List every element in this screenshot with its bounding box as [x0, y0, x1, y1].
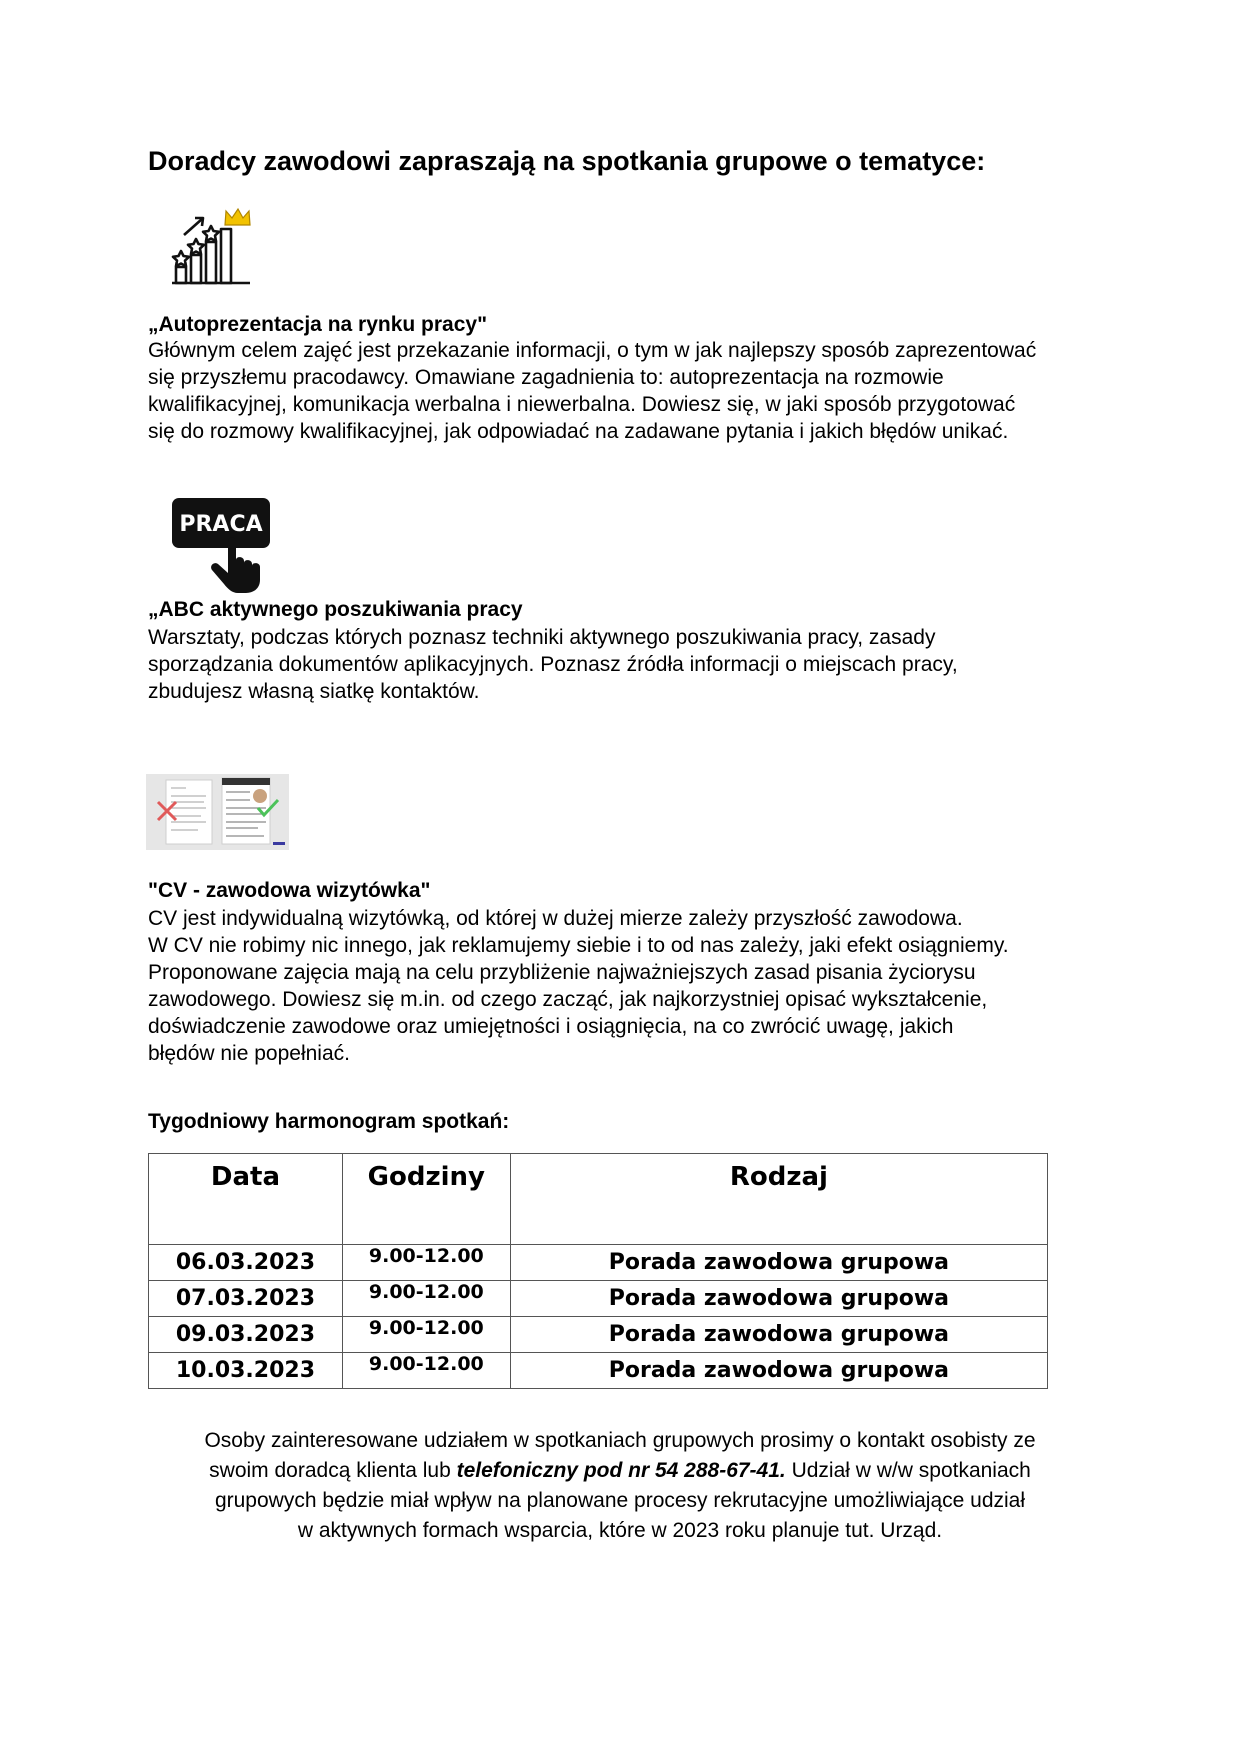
schedule-table	[148, 1153, 1048, 1389]
footer-line	[120, 1456, 1120, 1486]
table-row	[149, 1317, 1048, 1353]
cell-type: Porada zawodowa grupowa	[510, 1317, 1047, 1353]
body-line: doświadczenie zawodowe oraz umiejętności i osiągnięcia, na co zwrócić uwagę, jakich	[148, 1015, 954, 1038]
body-line: zbudujesz własną siatkę kontaktów.	[148, 680, 480, 703]
section-body-autoprezentacja	[148, 337, 1036, 445]
body-line: się przyszłemu pracodawcy. Omawiane zagadnienia to: autoprezentacja na rozmowie	[148, 366, 944, 389]
section-title-autoprezentacja: „Autoprezentacja na rynku pracy"	[148, 313, 488, 336]
cell-date: 07.03.2023	[149, 1281, 343, 1317]
column-header-date: Data	[149, 1154, 343, 1245]
cell-type: Porada zawodowa grupowa	[510, 1245, 1047, 1281]
column-header-hours: Godziny	[342, 1154, 510, 1245]
table-row	[149, 1353, 1048, 1389]
table-header-row	[149, 1154, 1048, 1245]
section-title-abc: „ABC aktywnego poszukiwania pracy	[148, 598, 523, 621]
contact-footer	[120, 1426, 1120, 1546]
body-line: Warsztaty, podczas których poznasz techniki aktywnego poszukiwania pracy, zasady	[148, 626, 936, 649]
footer-text: swoim doradcą klienta lub	[209, 1459, 457, 1482]
cell-date: 10.03.2023	[149, 1353, 343, 1389]
body-line: kwalifikacyjnej, komunikacja werbalna i niewerbalna. Dowiesz się, w jaki sposób przygotować	[148, 393, 1016, 416]
svg-text:PRACA: PRACA	[179, 512, 263, 537]
body-line: się do rozmowy kwalifikacyjnej, jak odpowiadać na zadawane pytania i jakich błędów unikać.	[148, 420, 1009, 443]
body-line: zawodowego. Dowiesz się m.in. od czego zacząć, jak najkorzystniej opisać wykształcenie,	[148, 988, 988, 1011]
body-line: Proponowane zajęcia mają na celu przybliżenie najważniejszych zasad pisania życiorysu	[148, 961, 976, 984]
section-body-cv	[148, 905, 1009, 1067]
praca-button-hand-icon	[172, 498, 272, 594]
body-line: błędów nie popełniać.	[148, 1042, 350, 1065]
footer-line: w aktywnych formach wsparcia, które w 2023 roku planuje tut. Urząd.	[297, 1519, 943, 1542]
cell-date: 09.03.2023	[149, 1317, 343, 1353]
cv-comparison-image	[146, 774, 289, 850]
footer-line: grupowych będzie miał wpływ na planowane procesy rekrutacyjne umożliwiające udział	[214, 1489, 1026, 1512]
footer-text: Udział w w/w spotkaniach	[785, 1459, 1031, 1482]
cell-hours: 9.00-12.00	[342, 1353, 510, 1389]
table-row	[149, 1245, 1048, 1281]
section-body-abc	[148, 624, 958, 705]
cell-hours: 9.00-12.00	[342, 1245, 510, 1281]
cell-type: Porada zawodowa grupowa	[510, 1353, 1047, 1389]
cell-date: 06.03.2023	[149, 1245, 343, 1281]
cell-hours: 9.00-12.00	[342, 1317, 510, 1353]
table-row	[149, 1281, 1048, 1317]
body-line: Głównym celem zajęć jest przekazanie informacji, o tym w jak najlepszy sposób zaprezentować	[148, 339, 1037, 362]
column-header-type: Rodzaj	[510, 1154, 1047, 1245]
growth-stars-chart-icon	[170, 205, 252, 287]
phone-number-text: telefoniczny pod nr 54 288-67-41.	[456, 1459, 786, 1482]
body-line: CV jest indywidualną wizytówką, od której w dużej mierze zależy przyszłość zawodowa.	[148, 907, 963, 930]
cell-type: Porada zawodowa grupowa	[510, 1281, 1047, 1317]
footer-line: Osoby zainteresowane udziałem w spotkaniach grupowych prosimy o kontakt osobisty ze	[204, 1429, 1036, 1452]
cell-hours: 9.00-12.00	[342, 1281, 510, 1317]
body-line: W CV nie robimy nic innego, jak reklamujemy siebie i to od nas zależy, jaki efekt osiągniemy.	[148, 934, 1009, 957]
page-heading: Doradcy zawodowi zapraszają na spotkania grupowe o tematyce:	[148, 146, 986, 176]
body-line: sporządzania dokumentów aplikacyjnych. Poznasz źródła informacji o miejscach pracy,	[148, 653, 958, 676]
schedule-title: Tygodniowy harmonogram spotkań:	[148, 1110, 510, 1133]
section-title-cv: "CV - zawodowa wizytówka"	[148, 879, 431, 902]
